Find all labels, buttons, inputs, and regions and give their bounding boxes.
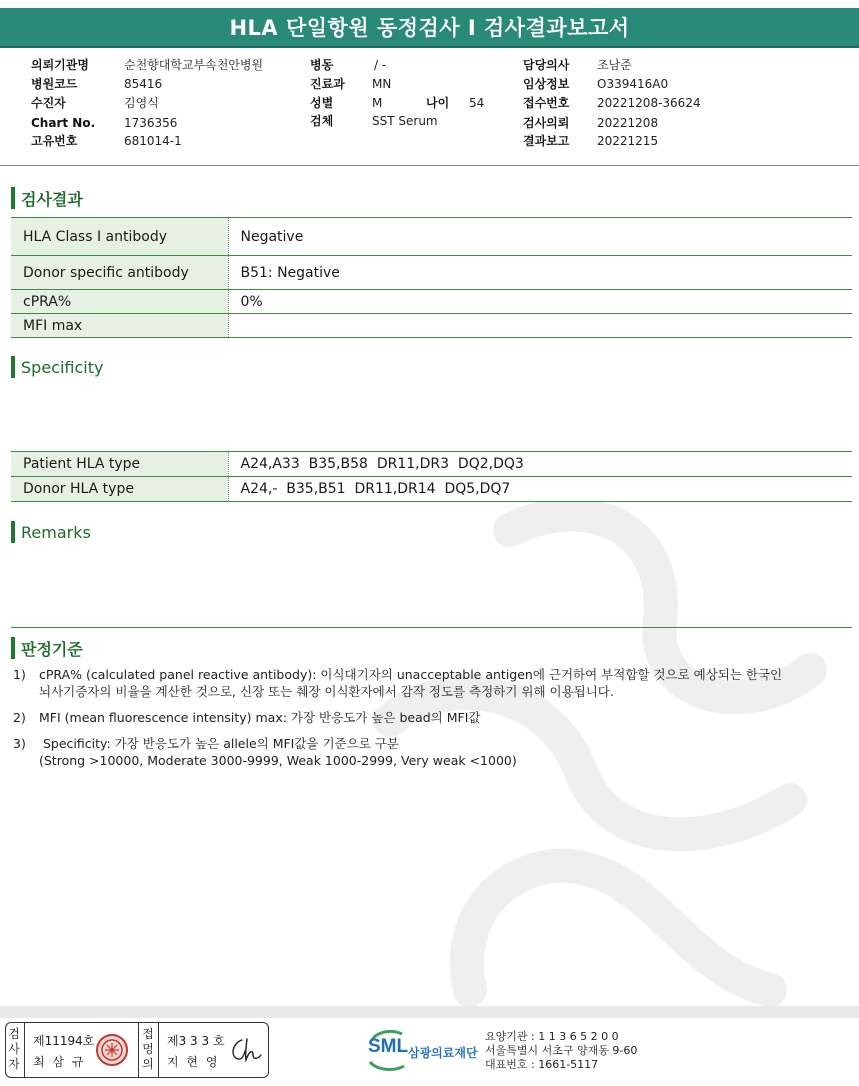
reviewer-name: 최 삼 규 — [33, 1055, 86, 1069]
address-line: 요양기관 : 1 1 3 6 5 2 0 0 — [485, 1030, 619, 1043]
section-title: Specificity — [21, 357, 104, 377]
criteria-text: cPRA% (calculated panel reactive antibody): 이식대기자의 unacceptable antigen에 근거하여 부적합할 것으로 예상되는 한국인 — [39, 667, 783, 682]
table-row — [11, 290, 852, 314]
approver-name: 지 현 영 — [167, 1055, 220, 1069]
footer-band — [0, 1006, 859, 1018]
watermark-cross-graphic — [330, 470, 859, 1030]
criteria-number: 2) — [13, 710, 26, 725]
info-value: 54 — [469, 96, 485, 110]
info-value: M — [372, 96, 383, 110]
result-value: 0% — [228, 290, 852, 314]
table-row — [11, 314, 852, 338]
results-table — [11, 217, 852, 338]
address-line: 서울특별시 서초구 양재동 9-60 — [485, 1044, 638, 1057]
info-value: / - — [374, 58, 387, 72]
info-label: 성별 — [310, 96, 334, 110]
info-value: 681014-1 — [124, 134, 182, 148]
approver-signature-icon — [228, 1035, 264, 1065]
divider — [11, 627, 852, 628]
info-value: 20221208-36624 — [597, 96, 701, 110]
criteria-section-heading — [11, 636, 83, 660]
result-key: MFI max — [11, 314, 228, 338]
info-value: O339416A0 — [597, 77, 669, 91]
result-key: HLA Class I antibody — [11, 218, 228, 256]
info-label: 검체 — [310, 114, 334, 128]
criteria-number: 1) — [13, 667, 26, 682]
info-label: 고유번호 — [31, 134, 78, 148]
table-row — [11, 256, 852, 290]
approver-label-text: 접멍의 — [142, 1027, 154, 1071]
table-row — [11, 452, 852, 477]
info-label: 수진자 — [31, 96, 66, 110]
signature-box — [5, 1022, 269, 1078]
result-value: B51: Negative — [228, 256, 852, 290]
info-label: 병동 — [310, 58, 334, 72]
remarks-section-heading — [11, 520, 91, 544]
hla-type-key: Donor HLA type — [11, 477, 228, 502]
info-label: 결과보고 — [523, 134, 570, 148]
organization-address — [485, 1030, 637, 1072]
info-label: 검사의뢰 — [523, 116, 570, 130]
reviewer-label-text: 검사자 — [8, 1027, 20, 1071]
section-title: 판정기준 — [21, 639, 83, 659]
info-label: 병원코드 — [31, 77, 78, 91]
info-label: 담당의사 — [523, 58, 570, 72]
info-label: 의뢰기관명 — [31, 58, 89, 72]
result-value — [228, 314, 852, 338]
report-title-bar — [0, 8, 859, 48]
reviewer-license: 제11194호 — [33, 1034, 95, 1048]
hla-type-key: Patient HLA type — [11, 452, 228, 477]
info-value: SST Serum — [372, 114, 438, 128]
section-accent-bar — [11, 356, 15, 378]
divider — [24, 1023, 25, 1077]
info-value: 조남준 — [597, 58, 632, 72]
info-value: 김영식 — [124, 96, 159, 110]
table-row — [11, 477, 852, 502]
hla-type-value: A24,- B35,B51 DR11,DR14 DQ5,DQ7 — [228, 477, 852, 502]
info-value: 20221215 — [597, 134, 659, 148]
criteria-text: Specificity: 가장 반응도가 높은 allele의 MFI값을 기준으로 구분 — [39, 736, 399, 751]
address-line: 대표번호 : 1661-5117 — [485, 1058, 599, 1071]
info-label: 임상정보 — [523, 77, 570, 91]
criteria-text: MFI (mean fluorescence intensity) max: 가장 반응도가 높은 bead의 MFI값 — [39, 710, 481, 725]
info-value: 85416 — [124, 77, 163, 91]
criteria-text: (Strong >10000, Moderate 3000-9999, Weak 1000-2999, Very weak <1000) — [39, 753, 517, 768]
info-label: 진료과 — [310, 77, 345, 91]
approver-label — [142, 1027, 156, 1072]
table-row — [11, 218, 852, 256]
section-accent-bar — [11, 187, 15, 209]
info-value: MN — [372, 77, 392, 91]
section-title: 검사결과 — [21, 189, 83, 209]
reviewer-label — [8, 1027, 22, 1072]
section-accent-bar — [11, 521, 15, 543]
criteria-text: 뇌사기증자의 비율을 계산한 것으로, 신장 또는 췌장 이식환자에서 감작 정도를 측정하기 위해 이용됩니다. — [39, 684, 614, 699]
criteria-number: 3) — [13, 736, 26, 751]
reviewer-seal-icon — [95, 1033, 129, 1067]
sml-logo-text: SML — [368, 1036, 409, 1057]
info-value: 1736356 — [124, 116, 178, 130]
result-key: Donor specific antibody — [11, 256, 228, 290]
info-label: 나이 — [426, 96, 450, 110]
results-section-heading — [11, 186, 83, 210]
section-accent-bar — [11, 637, 15, 659]
info-label: Chart No. — [31, 116, 96, 130]
report-title: HLA 단일항원 동정검사 I 검사결과보고서 — [229, 16, 630, 40]
hla-type-value: A24,A33 B35,B58 DR11,DR3 DQ2,DQ3 — [228, 452, 852, 477]
info-value: 20221208 — [597, 116, 659, 130]
divider — [138, 1023, 139, 1077]
patient-info-block — [0, 54, 859, 166]
organization-name: 삼광의료재단 — [408, 1046, 478, 1060]
info-label: 접수번호 — [523, 96, 570, 110]
info-value: 순천향대학교부속천안병원 — [124, 58, 264, 72]
approver-license: 제3 3 3 호 — [167, 1034, 225, 1048]
specificity-section-heading — [11, 355, 103, 379]
section-title: Remarks — [21, 522, 91, 542]
hla-type-table — [11, 451, 852, 502]
result-value: Negative — [228, 218, 852, 256]
divider — [158, 1023, 159, 1077]
result-key: cPRA% — [11, 290, 228, 314]
